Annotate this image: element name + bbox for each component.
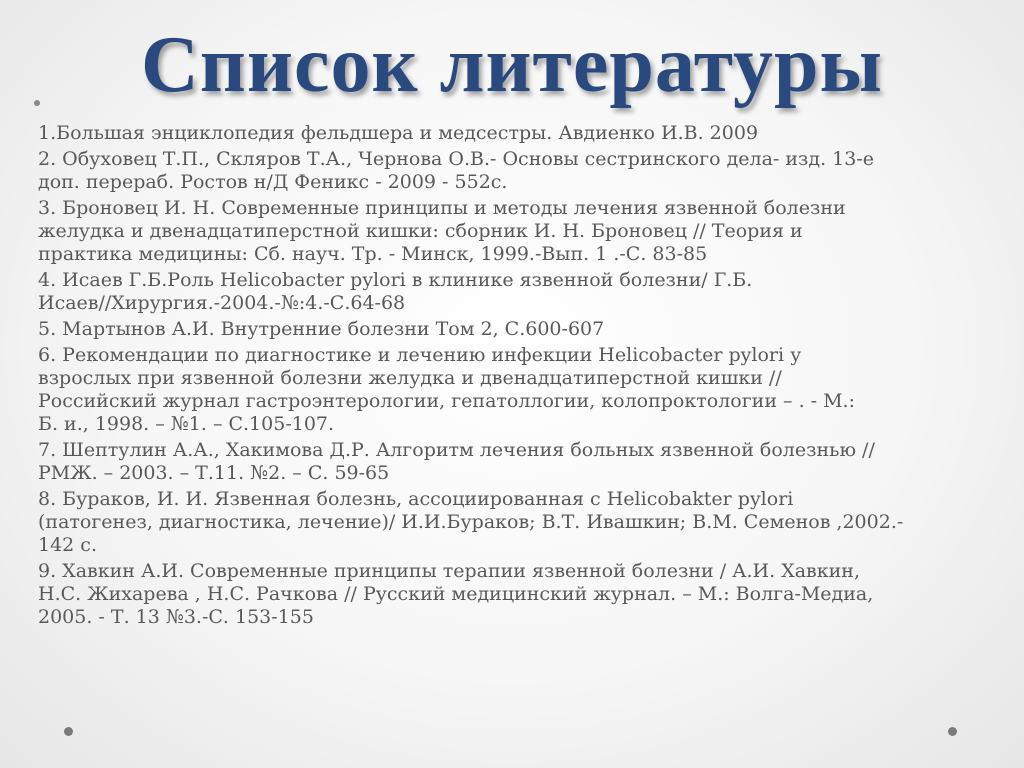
reference-line: желудка и двенадцатиперстной кишки: сборник И. Н. Броновец // Теория и <box>38 220 803 242</box>
reference-line: 5. Мартынов А.И. Внутренние болезни Том 2, С.600-607 <box>38 318 605 340</box>
reference-line: (патогенез, диагностика, лечение)/ И.И.Бураков; В.Т. Ивашкин; В.М. Семенов ,2002.- <box>38 511 904 533</box>
reference-line: взрослых при язвенной болезни желудка и двенадцатиперстной кишки // <box>38 367 782 389</box>
reference-line: 6. Рекомендации по диагностике и лечению инфекции Helicobacter pylori у <box>38 344 802 366</box>
reference-item <box>38 488 988 557</box>
reference-line: РМЖ. – 2003. – Т.11. №2. – С. 59-65 <box>38 462 390 484</box>
reference-item <box>38 269 988 315</box>
reference-line: Б. и., 1998. – №1. – С.105-107. <box>38 413 335 435</box>
reference-item <box>38 560 988 629</box>
reference-line: доп. перераб. Ростов н/Д Феникс - 2009 - 552с. <box>38 171 508 193</box>
reference-line: Исаев//Хирургия.-2004.-№:4.-С.64-68 <box>38 292 406 314</box>
reference-item <box>38 122 988 145</box>
decorative-dot <box>948 727 957 736</box>
reference-list <box>38 122 988 632</box>
slide-title: Список литературы <box>141 21 883 109</box>
reference-line: 8. Бураков, И. И. Язвенная болезнь, ассоциированная с Helicobakter pylori <box>38 488 794 510</box>
reference-line: 2005. - Т. 13 №3.-С. 153-155 <box>38 606 314 628</box>
reference-line: Н.С. Жихарева , Н.С. Рачкова // Русский медицинский журнал. – М.: Волга-Медиа, <box>38 583 874 605</box>
reference-line: практика медицины: Сб. науч. Тр. - Минск, 1999.-Вып. 1 .-С. 83-85 <box>38 243 708 265</box>
bullet-point <box>34 100 40 106</box>
reference-item <box>38 344 988 436</box>
reference-line: 9. Хавкин А.И. Современные принципы терапии язвенной болезни / А.И. Хавкин, <box>38 560 861 582</box>
reference-line: 142 с. <box>38 534 97 556</box>
reference-line: 2. Обуховец Т.П., Скляров Т.А., Чернова О.В.- Основы сестринского дела- изд. 13-е <box>38 148 875 170</box>
decorative-dot <box>64 727 73 736</box>
reference-item <box>38 197 988 266</box>
reference-line: Российский журнал гастроэнтерологии, гепатоллогии, колопроктологии – . - М.: <box>38 390 855 412</box>
reference-item <box>38 148 988 194</box>
reference-line: 4. Исаев Г.Б.Роль Helicobacter pylori в клинике язвенной болезни/ Г.Б. <box>38 269 753 291</box>
reference-line: 7. Шептулин А.А., Хакимова Д.Р. Алгоритм лечения больных язвенной болезнью // <box>38 439 875 461</box>
reference-item <box>38 318 988 341</box>
reference-line: 3. Броновец И. Н. Современные принципы и методы лечения язвенной болезни <box>38 197 846 219</box>
reference-line: 1.Большая энциклопедия фельдшера и медсестры. Авдиенко И.В. 2009 <box>38 122 759 144</box>
reference-item <box>38 439 988 485</box>
